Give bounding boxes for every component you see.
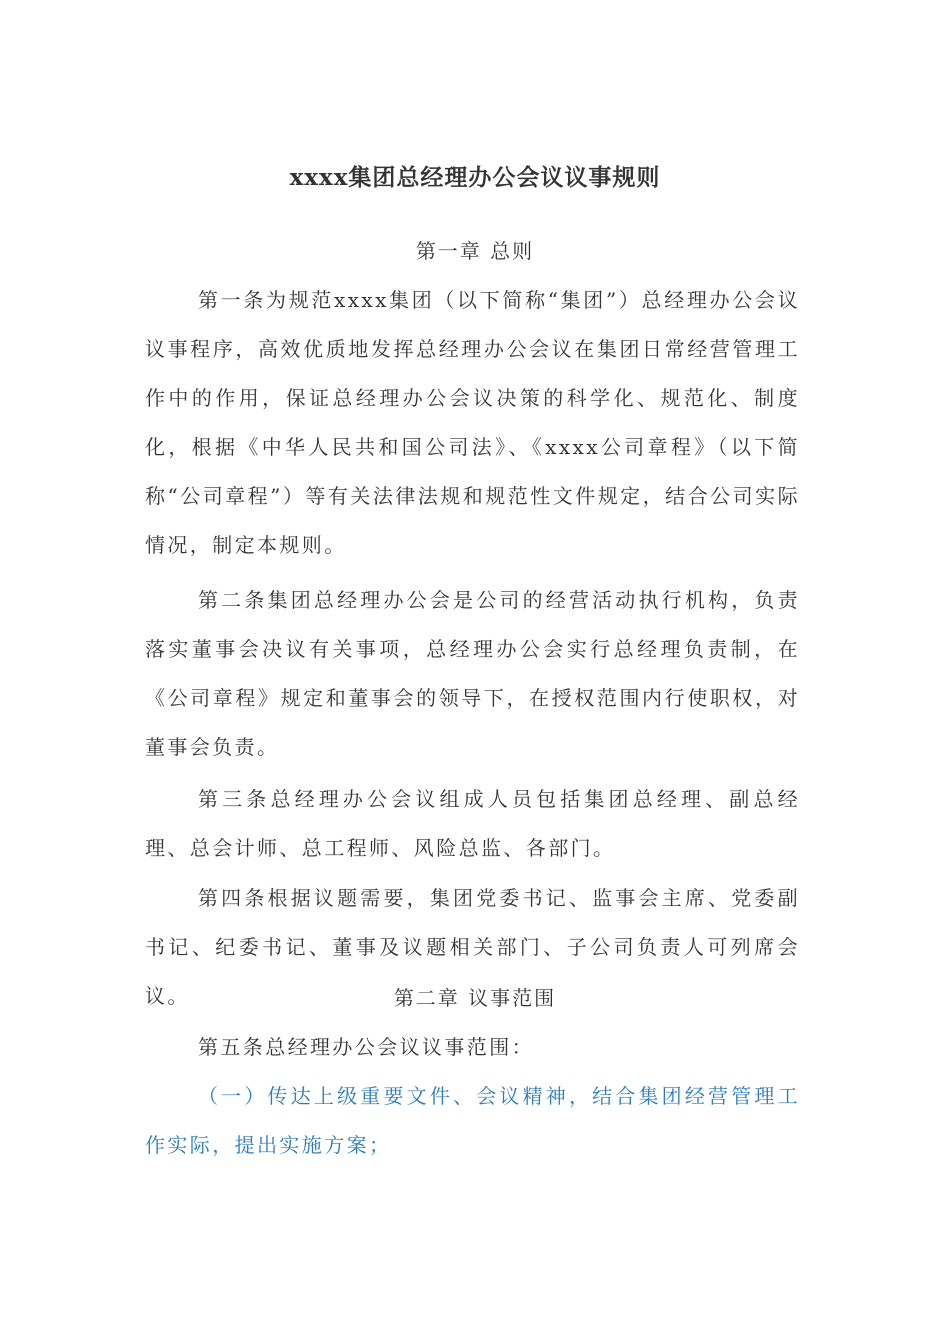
chapter-2-heading: 第二章 议事范围 — [393, 986, 557, 1010]
document-title: xxxx集团总经理办公会议议事规则 — [289, 164, 661, 191]
article-1: 第一条为规范xxxx集团（以下简称“集团”）总经理办公会议议事程序，高效优质地发挥总经理办公会议在集团日常经营管理工作中的作用，保证总经理办公会议决策的科学化、规范化、制度化，根据《中华人民共和国公司法》、《xxxx公司章程》（以下简称“公司章程”）等有关法律法规和规范性文件规定，结合公司实际情况，制定本规则。 — [145, 288, 800, 557]
article-5-item-1[interactable]: （一）传达上级重要文件、会议精神，结合集团经营管理工作实际，提出实施方案； — [145, 1084, 800, 1157]
article-4: 第四条根据议题需要，集团党委书记、监事会主席、党委副书记、纪委书记、董事及议题相关部门、子公司负责人可列席会议。 — [145, 886, 800, 1008]
chapter-1-heading: 第一章 总则 — [415, 239, 535, 263]
article-2: 第二条集团总经理办公会是公司的经营活动执行机构，负责落实董事会决议有关事项，总经理办公会实行总经理负责制，在《公司章程》规定和董事会的领导下，在授权范围内行使职权，对董事会负责。 — [145, 588, 800, 759]
article-5: 第五条总经理办公会议议事范围： — [198, 1035, 534, 1059]
article-3: 第三条总经理办公会议组成人员包括集团总经理、副总经理、总会计师、总工程师、风险总监、各部门。 — [145, 787, 800, 860]
